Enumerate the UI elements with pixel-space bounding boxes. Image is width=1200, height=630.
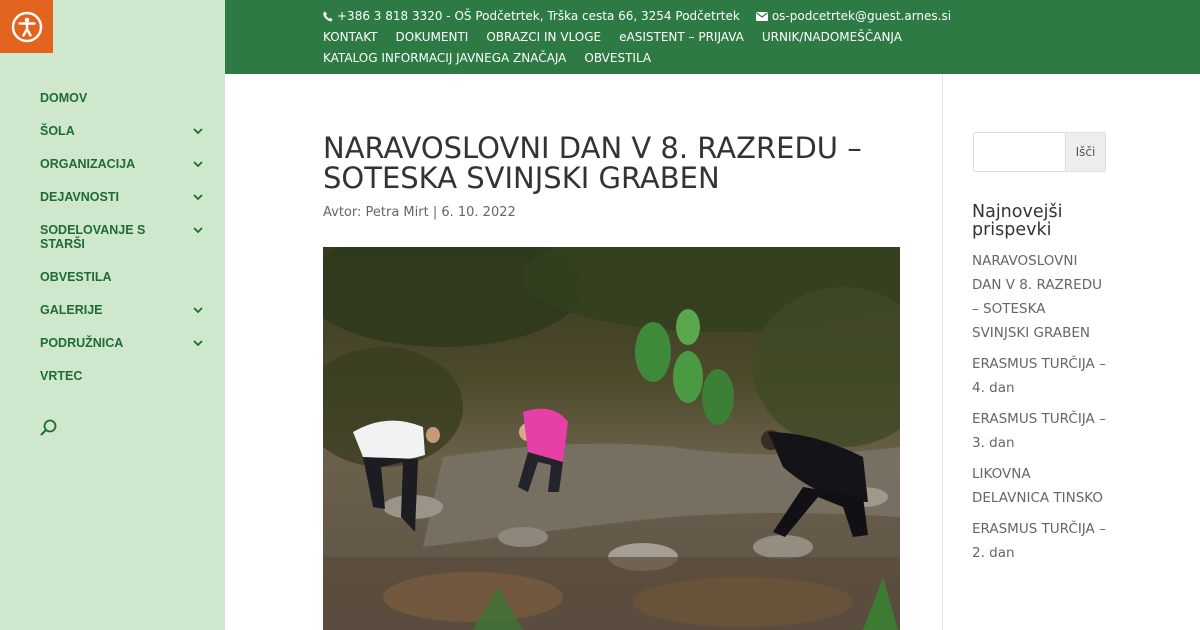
sidebar-item-label: OBVESTILA <box>40 270 112 284</box>
recent-posts-title: Najnovejši prispevki <box>972 202 1063 240</box>
chevron-down-icon[interactable] <box>190 303 206 317</box>
sidebar-item-obvestila[interactable] <box>40 270 210 284</box>
sidebar-item-dejavnosti[interactable] <box>40 190 210 204</box>
topnav-katalog[interactable]: KATALOG INFORMACIJ JAVNEGA ZNAČAJA <box>323 51 567 65</box>
phone-info <box>323 9 740 23</box>
topnav-easistent[interactable]: eASISTENT – PRIJAVA <box>619 30 744 44</box>
sidebar-item-label: DEJAVNOSTI <box>40 190 119 204</box>
accessibility-button[interactable] <box>0 0 53 53</box>
search-button[interactable]: Išči <box>1065 132 1106 172</box>
sidebar-item-domov[interactable] <box>40 91 210 105</box>
chevron-down-icon[interactable] <box>190 223 206 237</box>
topnav-obrazci[interactable]: OBRAZCI IN VLOGE <box>486 30 602 44</box>
sidebar-item-label: DOMOV <box>40 91 88 105</box>
chevron-down-icon[interactable] <box>190 336 206 350</box>
sidebar-item-label: PODRUŽNICA <box>40 336 124 350</box>
recent-post-link[interactable]: ERASMUS TURČIJA – 4. dan <box>972 356 1106 396</box>
email-text: os-podcetrtek@guest.arnes.si <box>771 9 952 23</box>
content-divider <box>942 74 943 630</box>
phone-text: +386 3 818 3320 - OŠ Podčetrtek, Trška cesta 66, 3254 Podčetrtek <box>337 9 740 23</box>
topnav-dokumenti[interactable]: DOKUMENTI <box>395 30 469 44</box>
search-icon[interactable] <box>40 419 58 437</box>
chevron-down-icon[interactable] <box>190 190 206 204</box>
search-widget <box>973 132 1106 172</box>
top-bar <box>225 0 1200 74</box>
search-input[interactable] <box>973 132 1065 172</box>
sidebar-item-label: VRTEC <box>40 369 83 383</box>
post-meta: Avtor: Petra Mirt | 6. 10. 2022 <box>323 205 516 220</box>
topnav-urnik[interactable]: URNIK/NADOMEŠČANJA <box>761 30 902 44</box>
top-nav <box>323 30 943 65</box>
phone-icon <box>323 11 333 22</box>
sidebar-item-podruznica[interactable] <box>40 336 210 350</box>
sidebar-item-label: ŠOLA <box>40 124 75 138</box>
sidebar-item-vrtec[interactable] <box>40 369 210 383</box>
chevron-down-icon[interactable] <box>190 124 206 138</box>
sidebar-item-label: GALERIJE <box>40 303 103 317</box>
recent-post-link[interactable]: ERASMUS TURČIJA – 3. dan <box>972 411 1106 451</box>
envelope-icon <box>756 12 768 21</box>
sidebar-item-galerije[interactable] <box>40 303 210 317</box>
recent-post-link[interactable]: NARAVOSLOVNI DAN V 8. RAZREDU – SOTESKA SVINJSKI GRABEN <box>972 253 1102 341</box>
sidebar-item-label: SODELOVANJE S STARŠI <box>40 223 146 251</box>
sidebar-item-organizacija[interactable] <box>40 157 210 171</box>
sidebar-item-sola[interactable] <box>40 124 210 138</box>
recent-post-link[interactable]: ERASMUS TURČIJA – 2. dan <box>972 521 1106 561</box>
accessibility-icon <box>10 10 44 44</box>
sidebar-item-sodelovanje[interactable] <box>40 223 210 251</box>
recent-post-link[interactable]: LIKOVNA DELAVNICA TINSKO <box>972 466 1104 506</box>
topnav-obvestila[interactable]: OBVESTILA <box>584 51 652 65</box>
post-featured-image[interactable] <box>323 247 900 630</box>
topnav-kontakt[interactable]: KONTAKT <box>323 30 378 44</box>
sidebar-item-label: ORGANIZACIJA <box>40 157 136 171</box>
recent-posts-list <box>972 249 1106 572</box>
contact-info <box>323 9 951 23</box>
chevron-down-icon[interactable] <box>190 157 206 171</box>
email-info[interactable] <box>756 9 951 23</box>
post-title: NARAVOSLOVNI DAN V 8. RAZREDU – SOTESKA SVINJSKI GRABEN <box>323 131 862 195</box>
